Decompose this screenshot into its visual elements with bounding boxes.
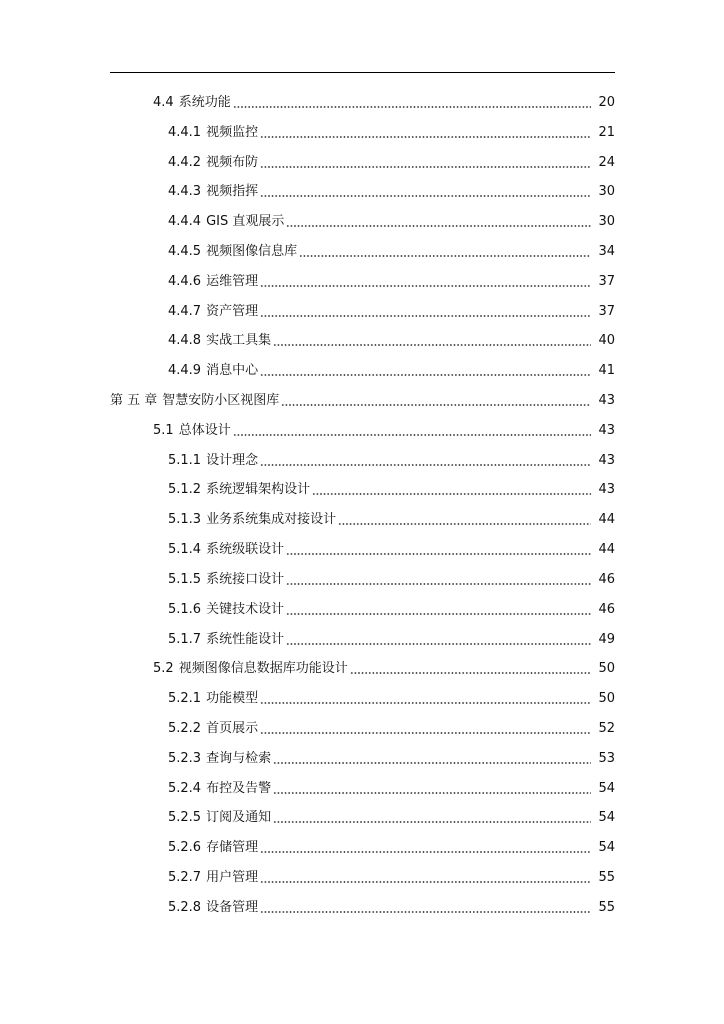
toc-entry-number: 5.1.4	[168, 542, 202, 558]
toc-entry-page: 43	[598, 393, 615, 409]
toc-entry-number: 5.2.4	[168, 780, 202, 796]
toc-entry-label	[153, 95, 231, 111]
toc-entry-page: 20	[598, 94, 615, 110]
toc-entry-label	[168, 781, 271, 797]
toc-entry-page: 34	[598, 243, 615, 259]
toc-entry-number: 5.1.2	[168, 482, 202, 498]
toc-entry-page: 55	[598, 870, 615, 886]
toc-entry-title: 用户管理	[206, 870, 259, 886]
toc-entry-number: 4.4.4	[168, 214, 202, 230]
toc-entry[interactable]	[0, 804, 724, 834]
toc-leader-dots	[273, 761, 591, 765]
toc-entry-title: 布控及告警	[206, 780, 272, 796]
toc-entry-title: 首页展示	[206, 720, 259, 736]
toc-entry[interactable]	[0, 893, 724, 923]
toc-entry[interactable]	[0, 416, 724, 446]
toc-entry-number: 5.1.7	[168, 631, 202, 647]
toc-entry[interactable]	[0, 237, 724, 267]
toc-entry-number: 4.4.8	[168, 333, 202, 349]
toc-entry-label	[168, 304, 258, 320]
toc-entry-title: 设备管理	[206, 899, 259, 915]
toc-leader-dots	[273, 820, 591, 824]
toc-leader-dots	[286, 552, 591, 556]
toc-entry-title: 系统级联设计	[206, 542, 285, 558]
toc-entry-title: 系统逻辑架构设计	[206, 482, 311, 498]
toc-entry-title: 系统接口设计	[206, 571, 285, 587]
toc-entry[interactable]	[0, 595, 724, 625]
toc-entry-label	[110, 393, 279, 409]
toc-entry-title: 消息中心	[206, 363, 259, 379]
toc-entry-number: 4.4.7	[168, 303, 202, 319]
toc-entry-number: 4.4.9	[168, 363, 202, 379]
toc-entry-title: 订阅及通知	[206, 810, 272, 826]
toc-entry-page: 44	[598, 512, 615, 528]
toc-entry-page: 55	[598, 899, 615, 915]
toc-entry-number: 5.2.7	[168, 870, 202, 886]
table-of-contents	[0, 88, 724, 923]
toc-leader-dots	[260, 880, 591, 884]
toc-entry-title: 查询与检索	[206, 750, 272, 766]
toc-entry[interactable]	[0, 565, 724, 595]
toc-entry[interactable]	[0, 625, 724, 655]
toc-entry[interactable]	[0, 654, 724, 684]
toc-entry-label	[168, 214, 284, 230]
toc-entry-label	[168, 572, 284, 588]
toc-entry-number: 4.4.1	[168, 124, 202, 140]
toc-leader-dots	[260, 731, 591, 735]
toc-leader-dots	[260, 463, 591, 467]
toc-leader-dots	[260, 135, 591, 139]
toc-entry-label	[168, 482, 310, 498]
toc-entry-number: 4.4.5	[168, 243, 202, 259]
toc-entry-page: 52	[598, 720, 615, 736]
toc-entry-page: 54	[598, 780, 615, 796]
toc-entry[interactable]	[0, 267, 724, 297]
toc-entry-page: 46	[598, 571, 615, 587]
toc-entry-label	[168, 602, 284, 618]
toc-entry-title: 视频图像信息库	[206, 243, 298, 259]
toc-entry-page: 43	[598, 422, 615, 438]
toc-entry-number: 4.4.2	[168, 154, 202, 170]
toc-entry-page: 49	[598, 631, 615, 647]
toc-entry-label	[153, 661, 348, 677]
toc-entry-title: GIS 直观展示	[206, 214, 285, 230]
toc-entry-title: 总体设计	[178, 422, 231, 438]
toc-entry-number: 5.1.6	[168, 601, 202, 617]
toc-leader-dots	[260, 910, 591, 914]
toc-entry-page: 41	[598, 363, 615, 379]
toc-leader-dots	[312, 492, 591, 496]
toc-entry-page: 24	[598, 154, 615, 170]
toc-entry-number: 5.1.3	[168, 512, 202, 528]
toc-entry[interactable]	[0, 356, 724, 386]
toc-entry[interactable]	[0, 714, 724, 744]
toc-entry-label	[168, 244, 297, 260]
toc-leader-dots	[260, 850, 591, 854]
toc-entry[interactable]	[0, 148, 724, 178]
toc-entry-title: 存储管理	[206, 840, 259, 856]
toc-entry-number: 5.2	[153, 661, 174, 677]
toc-entry-number: 5.2.1	[168, 691, 202, 707]
toc-entry-title: 视频布防	[206, 154, 259, 170]
toc-entry[interactable]	[0, 177, 724, 207]
toc-entry-label	[168, 900, 258, 916]
toc-entry-label	[168, 691, 258, 707]
toc-leader-dots	[260, 165, 591, 169]
toc-entry-title: 智慧安防小区视图库	[162, 393, 280, 409]
toc-leader-dots	[260, 194, 591, 198]
toc-entry-title: 运维管理	[206, 273, 259, 289]
toc-entry-label	[168, 274, 258, 290]
toc-entry[interactable]	[0, 88, 724, 118]
toc-entry-label	[168, 363, 258, 379]
toc-entry-number: 第 五 章	[110, 393, 158, 409]
toc-entry[interactable]	[0, 744, 724, 774]
toc-entry-number: 5.2.2	[168, 720, 202, 736]
toc-entry-title: 功能模型	[206, 691, 259, 707]
toc-entry-page: 44	[598, 542, 615, 558]
toc-entry[interactable]	[0, 446, 724, 476]
toc-leader-dots	[286, 224, 591, 228]
toc-leader-dots	[260, 284, 591, 288]
toc-entry-label	[168, 453, 258, 469]
toc-leader-dots	[338, 522, 591, 526]
toc-entry-label	[168, 184, 258, 200]
toc-entry-title: 系统性能设计	[206, 631, 285, 647]
toc-entry-label	[168, 125, 258, 141]
toc-leader-dots	[260, 314, 591, 318]
toc-entry[interactable]	[0, 118, 724, 148]
toc-entry-title: 设计理念	[206, 452, 259, 468]
toc-leader-dots	[286, 612, 591, 616]
toc-entry-page: 54	[598, 810, 615, 826]
toc-entry-label	[168, 512, 336, 528]
toc-entry-label	[168, 721, 258, 737]
toc-leader-dots	[260, 373, 591, 377]
toc-entry[interactable]	[0, 774, 724, 804]
toc-entry-page: 50	[598, 661, 615, 677]
toc-entry-title: 资产管理	[206, 303, 259, 319]
toc-entry-label	[168, 155, 258, 171]
toc-entry-number: 4.4.3	[168, 184, 202, 200]
toc-leader-dots	[281, 403, 591, 407]
toc-entry-page: 40	[598, 333, 615, 349]
toc-leader-dots	[273, 343, 591, 347]
toc-entry-number: 5.2.5	[168, 810, 202, 826]
toc-leader-dots	[286, 642, 591, 646]
toc-entry-number: 5.1.1	[168, 452, 202, 468]
toc-entry-page: 50	[598, 691, 615, 707]
toc-entry-page: 53	[598, 750, 615, 766]
toc-entry-label	[168, 870, 258, 886]
toc-entry-page: 46	[598, 601, 615, 617]
toc-entry-number: 5.2.3	[168, 750, 202, 766]
toc-leader-dots	[260, 701, 591, 705]
toc-entry-page: 30	[598, 184, 615, 200]
toc-entry-page: 43	[598, 482, 615, 498]
toc-entry[interactable]	[0, 476, 724, 506]
toc-entry[interactable]	[0, 863, 724, 893]
toc-leader-dots	[286, 582, 591, 586]
toc-entry-label	[168, 333, 271, 349]
toc-entry[interactable]	[0, 297, 724, 327]
toc-entry-title: 业务系统集成对接设计	[206, 512, 337, 528]
toc-leader-dots	[233, 105, 591, 109]
toc-entry[interactable]	[0, 327, 724, 357]
toc-entry-chapter[interactable]	[0, 386, 724, 416]
toc-entry[interactable]	[0, 535, 724, 565]
toc-entry-title: 系统功能	[178, 94, 231, 110]
toc-entry[interactable]	[0, 833, 724, 863]
toc-leader-dots	[233, 433, 591, 437]
toc-entry-label	[153, 423, 231, 439]
toc-leader-dots	[299, 254, 591, 258]
toc-entry-number: 5.1	[153, 422, 174, 438]
toc-entry-page: 21	[598, 124, 615, 140]
toc-entry-number: 5.1.5	[168, 571, 202, 587]
toc-entry[interactable]	[0, 207, 724, 237]
toc-entry-number: 5.2.8	[168, 899, 202, 915]
toc-entry-title: 关键技术设计	[206, 601, 285, 617]
toc-entry[interactable]	[0, 684, 724, 714]
toc-entry-label	[168, 810, 271, 826]
toc-entry-page: 37	[598, 303, 615, 319]
header-rule	[110, 72, 615, 73]
toc-entry-page: 37	[598, 273, 615, 289]
toc-entry-label	[168, 632, 284, 648]
toc-entry-number: 4.4	[153, 94, 174, 110]
toc-entry-label	[168, 751, 271, 767]
toc-entry-number: 5.2.6	[168, 840, 202, 856]
toc-entry-page: 54	[598, 840, 615, 856]
toc-entry-title: 视频指挥	[206, 184, 259, 200]
toc-leader-dots	[273, 791, 591, 795]
toc-entry-title: 视频图像信息数据库功能设计	[178, 661, 348, 677]
toc-entry-label	[168, 542, 284, 558]
toc-entry-label	[168, 840, 258, 856]
toc-entry-page: 30	[598, 214, 615, 230]
toc-entry-page: 43	[598, 452, 615, 468]
toc-leader-dots	[350, 671, 591, 675]
toc-entry-title: 实战工具集	[206, 333, 272, 349]
toc-entry-number: 4.4.6	[168, 273, 202, 289]
toc-entry[interactable]	[0, 505, 724, 535]
toc-entry-title: 视频监控	[206, 124, 259, 140]
